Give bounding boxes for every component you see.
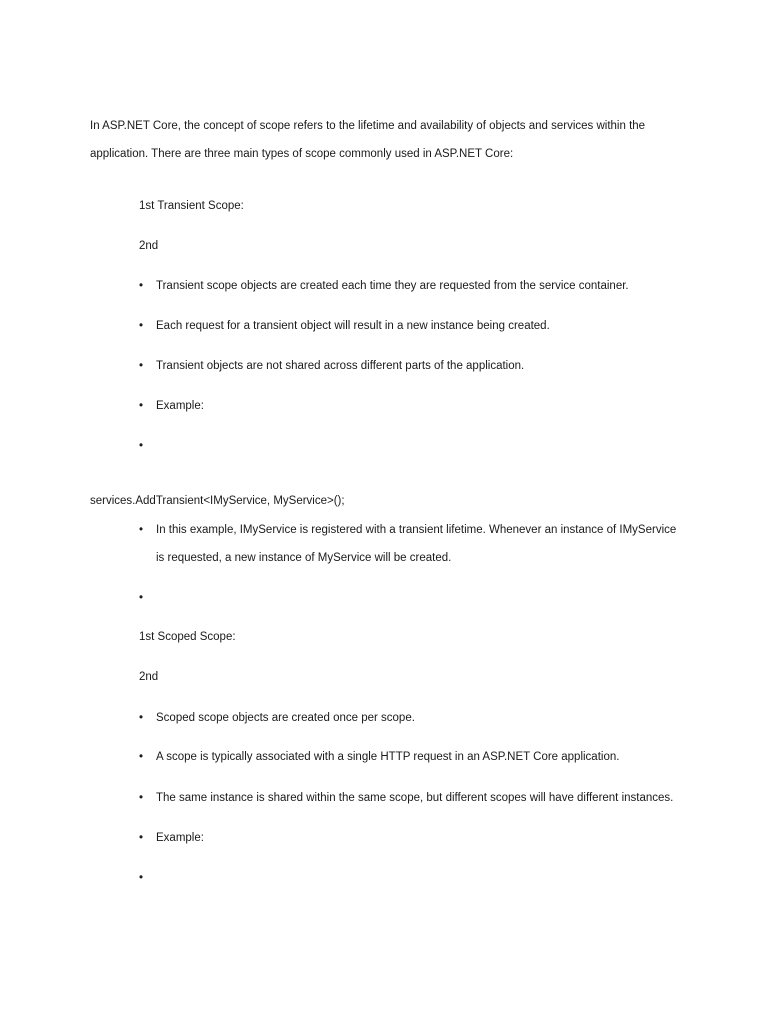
bullet-marker-empty: • (139, 592, 144, 604)
transient-explain-line-2: is requested, a new instance of MyService will be created. (156, 552, 452, 564)
transient-explain-line-1: In this example, IMyService is registered with a transient lifetime. Whenever an instance of IMyService (156, 524, 677, 536)
bullet-marker: • (139, 360, 144, 372)
transient-item-2: Each request for a transient object will result in a new instance being created. (156, 320, 550, 332)
bullet-marker: • (139, 712, 144, 724)
scoped-item-4: Example: (156, 832, 204, 844)
bullet-marker: • (139, 751, 144, 763)
bullet-marker: • (139, 400, 144, 412)
bullet-marker: • (139, 280, 144, 292)
bullet-marker-empty: • (139, 872, 144, 884)
bullet-marker: • (139, 832, 144, 844)
transient-item-3: Transient objects are not shared across different parts of the application. (156, 360, 525, 372)
bullet-marker: • (139, 320, 144, 332)
scoped-item-1: Scoped scope objects are created once per scope. (156, 712, 415, 724)
intro-line-1: In ASP.NET Core, the concept of scope refers to the lifetime and availability of objects and services within the (90, 120, 646, 132)
scoped-sub: 2nd (139, 671, 159, 683)
transient-heading: 1st Transient Scope: (139, 200, 244, 212)
intro-line-2: application. There are three main types of scope commonly used in ASP.NET Core: (90, 148, 514, 160)
bullet-marker: • (139, 524, 144, 536)
scoped-heading: 1st Scoped Scope: (139, 631, 236, 643)
transient-item-4: Example: (156, 400, 204, 412)
transient-sub: 2nd (139, 240, 159, 252)
bullet-marker-empty: • (139, 440, 144, 452)
scoped-item-3: The same instance is shared within the same scope, but different scopes will have different instances. (156, 792, 674, 804)
transient-item-1: Transient scope objects are created each time they are requested from the service container. (156, 280, 629, 292)
transient-code: services.AddTransient<IMyService, MyService>(); (90, 495, 345, 507)
scoped-item-2: A scope is typically associated with a single HTTP request in an ASP.NET Core application. (156, 751, 620, 763)
bullet-marker: • (139, 792, 144, 804)
